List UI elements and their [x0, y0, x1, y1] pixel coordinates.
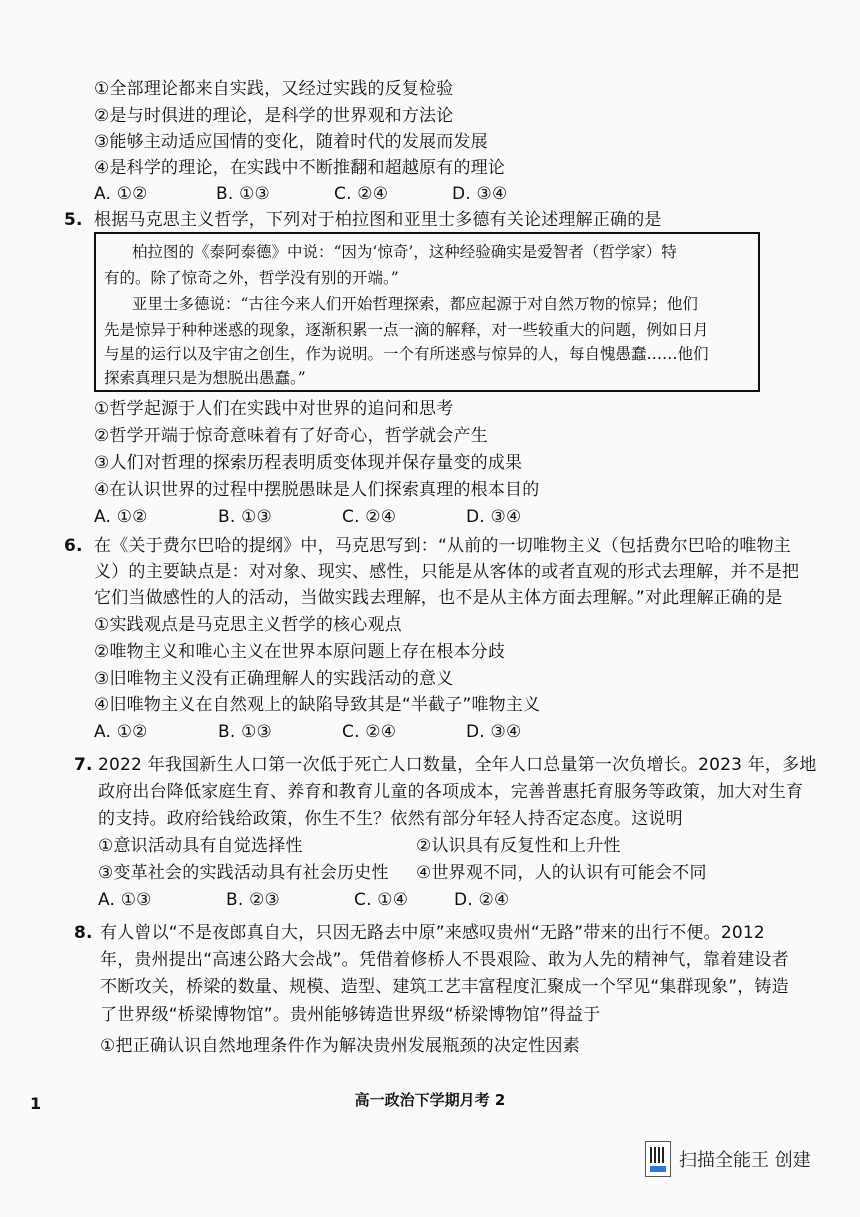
q7-statement-2: ②认识具有反复性和上升性	[416, 836, 621, 856]
q5-option-a: A. ①②	[94, 507, 148, 527]
q4-option-a: A. ①②	[94, 184, 148, 204]
q5-number: 5.	[64, 210, 83, 230]
passage-line: 有的。除了惊奇之外，哲学没有别的开端。”	[104, 269, 399, 287]
q7-number: 7.	[74, 755, 93, 775]
q7-stem-line: 政府出台降低家庭生育、养育和教育儿童的各项成本，完善普惠托育服务等政策，加大对生育	[98, 782, 804, 802]
q8-stem-line: 年，贵州提出“高速公路大会战”。凭借着修桥人不畏艰险、敢为人先的精神气，靠着建设者	[100, 950, 789, 970]
passage-line: 柏拉图的《泰阿泰德》中说：“因为‘惊奇’，这种经验确实是爱智者（哲学家）特	[132, 243, 677, 261]
q5-statement-2: ②哲学开端于惊奇意味着有了好奇心，哲学就会产生	[94, 426, 488, 446]
q6-option-c: C. ②④	[342, 722, 397, 742]
q4-statement-3: ③能够主动适应国情的变化，随着时代的发展而发展	[94, 132, 488, 152]
q6-statement-2: ②唯物主义和唯心主义在世界本原问题上存在根本分歧	[94, 642, 506, 662]
q8-statement-1: ①把正确认识自然地理条件作为解决贵州发展瓶颈的决定性因素	[100, 1036, 580, 1056]
passage-line: 先是惊异于种种迷惑的现象，逐渐积累一点一滴的解释，对一些较重大的问题，例如日月	[104, 321, 709, 339]
q6-option-b: B. ①③	[218, 722, 272, 742]
q7-statement-1: ①意识活动具有自觉选择性	[98, 836, 303, 856]
q4-option-c: C. ②④	[334, 184, 389, 204]
q5-statement-3: ③人们对哲理的探索历程表明质变体现并保存量变的成果	[94, 453, 523, 473]
q5-statement-4: ④在认识世界的过程中摆脱愚昧是人们探索真理的根本目的	[94, 480, 540, 500]
q7-option-d: D. ②④	[454, 890, 510, 910]
q4-statement-1: ①全部理论都来自实践，又经过实践的反复检验	[94, 79, 454, 99]
exam-footer-title: 高一政治下学期月考 2	[354, 1091, 506, 1109]
q4-option-b: B. ①③	[216, 184, 270, 204]
q8-number: 8.	[74, 923, 93, 943]
q4-statement-4: ④是科学的理论，在实践中不断推翻和超越原有的理论	[94, 158, 506, 178]
q7-statement-4: ④世界观不同，人的认识有可能会不同	[416, 863, 707, 883]
q4-option-d: D. ③④	[452, 184, 508, 204]
q6-statement-4: ④旧唯物主义在自然观上的缺陷导致其是“半截子”唯物主义	[94, 695, 541, 715]
q7-stem-line: 2022 年我国新生人口第一次低于死亡人口数量，全年人口总量第一次负增长。2023 年，多地	[98, 755, 817, 775]
q7-option-b: B. ②③	[226, 890, 280, 910]
passage-line: 与星的运行以及宇宙之创生，作为说明。一个有所迷惑与惊异的人，每自愧愚蠢……他们	[104, 345, 709, 363]
q6-option-d: D. ③④	[466, 722, 522, 742]
q7-option-a: A. ①③	[98, 890, 152, 910]
q6-statement-3: ③旧唯物主义没有正确理解人的实践活动的意义	[94, 669, 454, 689]
q7-option-c: C. ①④	[354, 890, 409, 910]
q4-statement-2: ②是与时俱进的理论，是科学的世界观和方法论	[94, 106, 454, 126]
q6-statement-1: ①实践观点是马克思主义哲学的核心观点	[94, 615, 402, 635]
camscanner-logo-icon	[645, 1141, 671, 1177]
q5-stem: 根据马克思主义哲学，下列对于柏拉图和亚里士多德有关论述理解正确的是	[94, 210, 662, 230]
q8-stem-line: 有人曾以“不是夜郎真自大，只因无路去中原”来感叹贵州“无路”带来的出行不便。2012	[100, 923, 765, 943]
q5-option-b: B. ①③	[218, 507, 272, 527]
q5-passage-box	[94, 232, 760, 392]
q7-stem-line: 的支持。政府给钱给政策，你生不生？依然有部分年轻人持否定态度。这说明	[98, 809, 683, 829]
q8-stem-line: 了世界级“桥梁博物馆”。贵州能够铸造世界级“桥梁博物馆”得益于	[100, 1005, 601, 1025]
q5-option-c: C. ②④	[342, 507, 397, 527]
q5-statement-1: ①哲学起源于人们在实践中对世界的追问和思考	[94, 399, 454, 419]
q6-number: 6.	[64, 536, 83, 556]
q6-stem-line: 在《关于费尔巴哈的提纲》中，马克思写到：“从前的一切唯物主义（包括费尔巴哈的唯物主	[94, 536, 792, 556]
q7-statement-3: ③变革社会的实践活动具有社会历史性	[98, 863, 389, 883]
q6-option-a: A. ①②	[94, 722, 148, 742]
watermark-text: 扫描全能王 创建	[679, 1150, 811, 1171]
q6-stem-line: 它们当做感性的人的活动，当做实践去理解，也不是从主体方面去理解。”对此理解正确的是	[94, 588, 783, 608]
q8-stem-line: 不断攻关，桥梁的数量、规模、造型、建筑工艺丰富程度汇聚成一个罕见“集群现象”，铸造	[100, 977, 789, 997]
passage-line: 探索真理只是为想脱出愚蠢。”	[104, 369, 306, 387]
q5-option-d: D. ③④	[466, 507, 522, 527]
passage-line: 亚里士多德说：“古往今来人们开始哲理探索，都应起源于对自然万物的惊异；他们	[132, 295, 698, 313]
scanner-watermark	[645, 1139, 811, 1179]
page-number: 1	[30, 1094, 42, 1113]
q6-stem-line: 义）的主要缺点是：对对象、现实、感性，只能是从客体的或者直观的形式去理解，并不是把	[94, 562, 800, 582]
